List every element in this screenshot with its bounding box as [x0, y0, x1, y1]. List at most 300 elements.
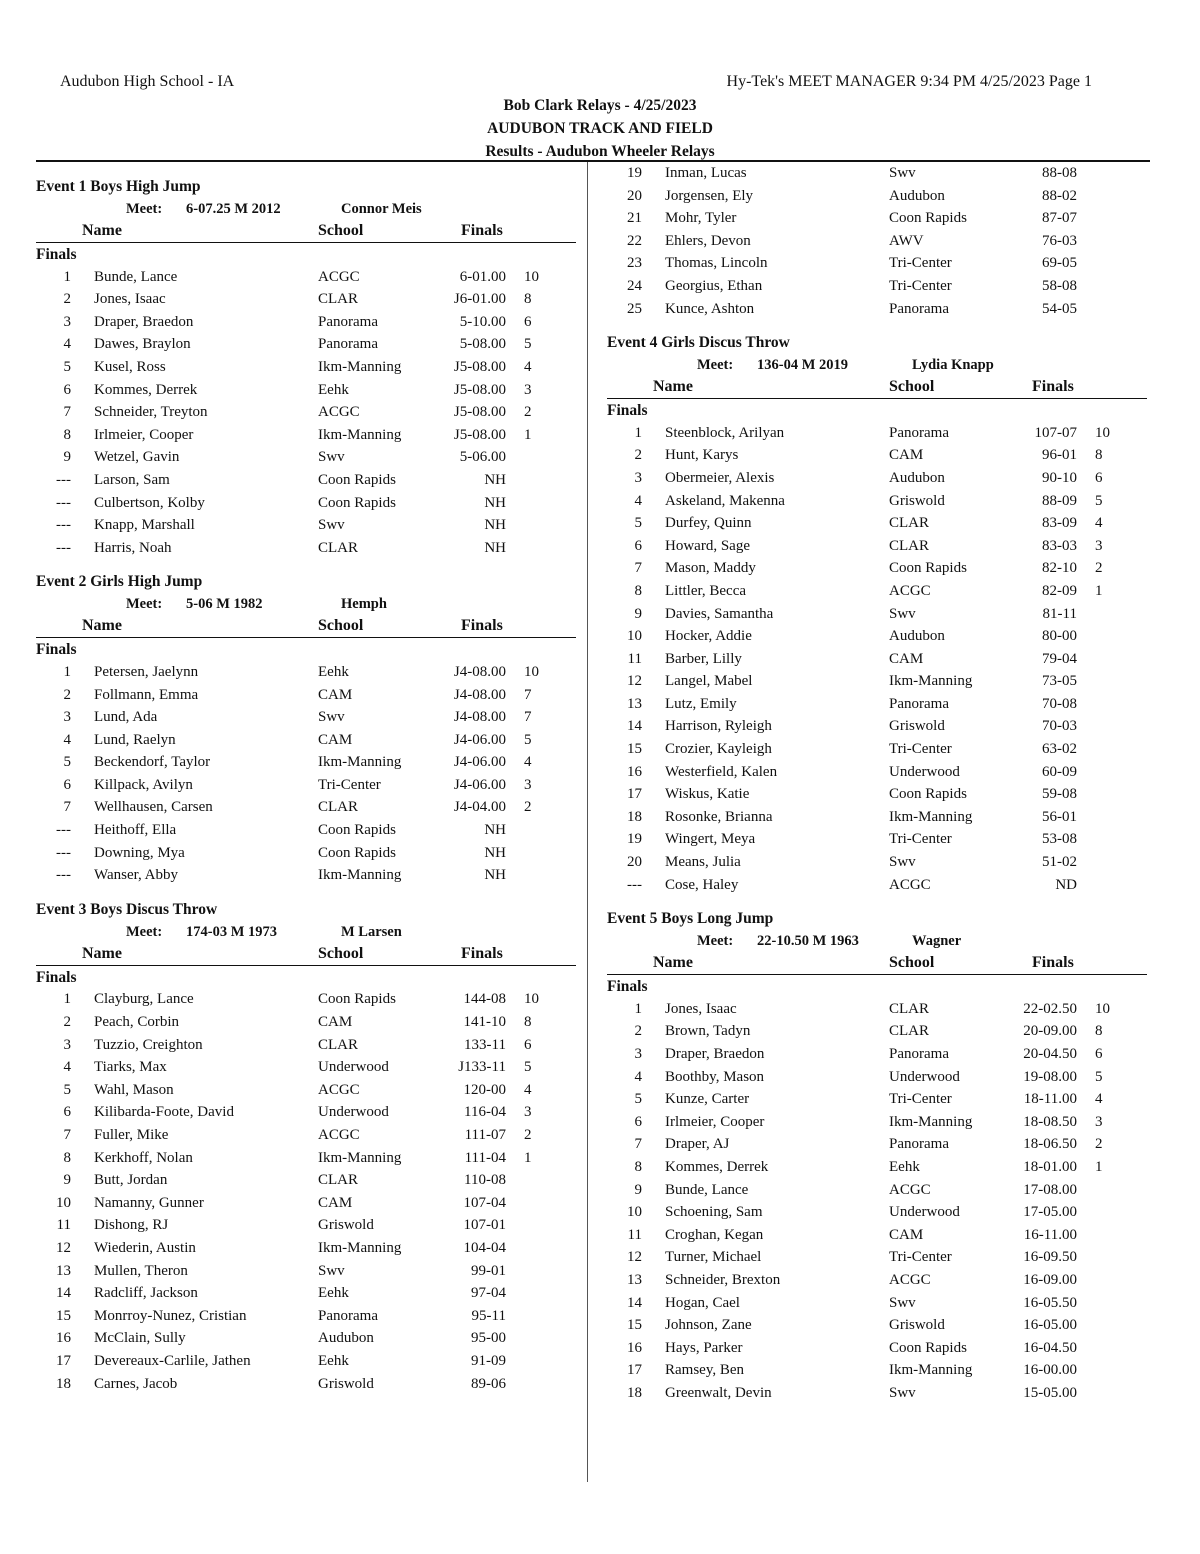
- points: 6: [524, 1036, 532, 1053]
- athlete-name: Butt, Jordan: [94, 1172, 168, 1189]
- athlete-school: AWV: [889, 232, 924, 249]
- place: 8: [634, 582, 642, 599]
- athlete-school: Griswold: [318, 1217, 374, 1234]
- place: 11: [627, 650, 642, 667]
- final-mark: 16-05.00: [1023, 1317, 1077, 1334]
- result-row: [607, 603, 1147, 626]
- place: ---: [56, 539, 71, 556]
- result-row: [607, 715, 1147, 738]
- athlete-school: ACGC: [889, 1181, 931, 1198]
- athlete-name: Mohr, Tyler: [665, 210, 737, 227]
- place: 25: [627, 300, 642, 317]
- right-column: [607, 162, 1147, 1405]
- place: 15: [627, 1317, 642, 1334]
- points: 1: [1095, 582, 1103, 599]
- athlete-name: Means, Julia: [665, 854, 741, 871]
- place: 12: [56, 1239, 71, 1256]
- athlete-school: ACGC: [318, 1127, 360, 1143]
- final-mark: 110-08: [464, 1172, 506, 1189]
- athlete-school: Audubon: [889, 187, 945, 204]
- result-row: [607, 580, 1147, 603]
- place: 8: [634, 1158, 642, 1175]
- result-row: [607, 1246, 1147, 1269]
- finals-label: Finals: [36, 246, 77, 263]
- athlete-school: CAM: [318, 1194, 353, 1211]
- athlete-name: Larson, Sam: [94, 471, 170, 488]
- place: 15: [56, 1307, 71, 1324]
- final-mark: J133-11: [458, 1059, 506, 1076]
- column-header: [607, 952, 1147, 975]
- athlete-name: Hunt, Karys: [665, 447, 739, 464]
- result-row: [36, 819, 576, 842]
- result-row: [36, 1373, 576, 1396]
- result-row: [36, 356, 576, 379]
- athlete-school: CLAR: [318, 1036, 359, 1053]
- event-title: Event 4 Girls Discus Throw: [607, 334, 790, 352]
- athlete-school: Coon Rapids: [889, 210, 967, 227]
- place: 16: [627, 1339, 642, 1356]
- athlete-school: Underwood: [318, 1104, 389, 1121]
- record-holder: Wagner: [912, 933, 962, 950]
- athlete-name: Fuller, Mike: [94, 1127, 169, 1143]
- athlete-school: ACGC: [318, 404, 360, 421]
- final-mark: 5-10.00: [459, 313, 506, 330]
- place: ---: [56, 844, 71, 861]
- points: 4: [1095, 1091, 1103, 1108]
- result-row: [607, 648, 1147, 671]
- athlete-name: Wahl, Mason: [94, 1081, 174, 1098]
- athlete-name: Mullen, Theron: [94, 1262, 188, 1279]
- final-mark: 83-03: [1042, 537, 1077, 554]
- meet-label: Meet:: [126, 201, 163, 217]
- athlete-name: Killpack, Avilyn: [94, 776, 193, 793]
- athlete-school: Swv: [889, 1294, 916, 1311]
- result-row: [607, 1337, 1147, 1360]
- athlete-name: Crozier, Kayleigh: [665, 741, 772, 758]
- meet-record: 6-07.25 M 2012: [186, 201, 281, 217]
- athlete-name: Jones, Isaac: [665, 1000, 737, 1017]
- athlete-school: Tri-Center: [889, 277, 952, 294]
- athlete-name: Mason, Maddy: [665, 560, 756, 577]
- final-mark: 144-08: [463, 991, 506, 1008]
- result-row: [607, 1382, 1147, 1405]
- result-row: [36, 401, 576, 424]
- athlete-name: Jorgensen, Ely: [665, 187, 754, 204]
- event-3: [36, 899, 576, 1395]
- result-row: [607, 1156, 1147, 1179]
- result-row: [36, 1260, 576, 1283]
- athlete-name: Beckendorf, Taylor: [94, 754, 211, 771]
- result-row: [36, 1305, 576, 1328]
- athlete-name: Clayburg, Lance: [94, 991, 194, 1008]
- place: 6: [63, 776, 71, 793]
- name-header: Name: [82, 617, 122, 635]
- final-mark: 54-05: [1042, 300, 1077, 317]
- meet-record-line: [607, 930, 1147, 952]
- athlete-school: Audubon: [889, 469, 945, 486]
- final-mark: 56-01: [1042, 808, 1077, 825]
- result-row: [607, 761, 1147, 784]
- athlete-name: Askeland, Makenna: [665, 492, 785, 509]
- athlete-name: Downing, Mya: [94, 844, 185, 861]
- athlete-school: Panorama: [889, 424, 949, 441]
- athlete-school: Panorama: [889, 695, 949, 712]
- final-mark: J6-01.00: [453, 291, 506, 308]
- athlete-name: Thomas, Lincoln: [665, 255, 768, 272]
- athlete-name: Namanny, Gunner: [94, 1194, 204, 1211]
- athlete-name: Inman, Lucas: [665, 165, 747, 181]
- place: 4: [634, 492, 642, 509]
- result-row: [607, 1224, 1147, 1247]
- place: 5: [63, 358, 71, 375]
- place: 9: [63, 1172, 71, 1189]
- athlete-school: Swv: [318, 709, 345, 726]
- place: 19: [627, 165, 642, 181]
- column-divider: [587, 162, 588, 1482]
- points: 5: [1095, 492, 1103, 509]
- record-holder: M Larsen: [341, 923, 402, 940]
- meet-label: Meet:: [697, 357, 734, 374]
- place: 18: [56, 1375, 71, 1392]
- athlete-school: CAM: [318, 686, 353, 703]
- athlete-name: Westerfield, Kalen: [665, 763, 778, 780]
- place: 9: [634, 605, 642, 622]
- event-4: [607, 332, 1147, 896]
- athlete-school: CAM: [318, 1014, 353, 1031]
- athlete-school: CLAR: [318, 799, 359, 816]
- result-row: [36, 1079, 576, 1102]
- place: 5: [63, 1081, 71, 1098]
- final-mark: 20-09.00: [1023, 1023, 1077, 1040]
- result-row: [36, 684, 576, 707]
- place: 12: [627, 1249, 642, 1266]
- final-mark: J4-08.00: [453, 686, 506, 703]
- result-row: [36, 796, 576, 819]
- athlete-name: Knapp, Marshall: [94, 517, 195, 534]
- result-row: [36, 1011, 576, 1034]
- place: 7: [63, 799, 71, 816]
- athlete-name: Peach, Corbin: [94, 1014, 179, 1031]
- athlete-school: CLAR: [318, 1172, 359, 1189]
- place: 4: [63, 1059, 71, 1076]
- athlete-name: Kommes, Derrek: [665, 1158, 769, 1175]
- athlete-name: Bunde, Lance: [94, 268, 178, 285]
- athlete-name: Lutz, Emily: [665, 695, 737, 712]
- points: 3: [524, 381, 532, 398]
- place: ---: [627, 876, 642, 893]
- result-row: [36, 1169, 576, 1192]
- result-row: [36, 424, 576, 447]
- athlete-name: Petersen, Jaelynn: [94, 663, 199, 680]
- place: 4: [634, 1068, 642, 1085]
- athlete-school: Eehk: [889, 1158, 920, 1175]
- place: ---: [56, 517, 71, 534]
- event-title: Event 3 Boys Discus Throw: [36, 900, 218, 918]
- result-row: [36, 864, 576, 887]
- result-row: [607, 783, 1147, 806]
- place: 12: [627, 673, 642, 690]
- place: 7: [634, 1136, 642, 1153]
- place: 8: [63, 426, 71, 443]
- athlete-name: Croghan, Kegan: [665, 1226, 764, 1243]
- result-row: [607, 252, 1147, 275]
- final-mark: 88-09: [1042, 492, 1077, 509]
- athlete-school: Panorama: [889, 300, 949, 317]
- athlete-name: Irlmeier, Cooper: [94, 426, 194, 443]
- athlete-school: Swv: [318, 517, 345, 534]
- points: 4: [524, 754, 532, 771]
- finals-header: Finals: [461, 222, 503, 239]
- place: 4: [63, 731, 71, 748]
- meet-label: Meet:: [126, 596, 163, 613]
- athlete-school: Ikm-Manning: [318, 1149, 402, 1166]
- final-mark: 120-00: [463, 1081, 506, 1098]
- athlete-school: Coon Rapids: [889, 1339, 967, 1356]
- points: 10: [524, 663, 539, 680]
- finals-label: Finals: [36, 968, 77, 986]
- meet-record: 174-03 M 1973: [186, 923, 278, 940]
- place: 1: [63, 268, 71, 285]
- result-row: [607, 625, 1147, 648]
- athlete-name: Follmann, Emma: [94, 686, 199, 703]
- meet-record: 5-06 M 1982: [186, 596, 263, 613]
- result-row: [607, 1020, 1147, 1043]
- athlete-school: Ikm-Manning: [318, 1239, 402, 1256]
- place: 1: [63, 991, 71, 1008]
- place: 16: [627, 763, 642, 780]
- athlete-name: Schoening, Sam: [665, 1204, 763, 1221]
- record-holder: Lydia Knapp: [912, 357, 994, 374]
- points: 4: [1095, 515, 1103, 532]
- place: 13: [627, 1271, 642, 1288]
- school-header: School: [318, 944, 364, 962]
- event-title: Event 2 Girls High Jump: [36, 573, 203, 591]
- points: 5: [524, 336, 532, 353]
- athlete-school: Panorama: [318, 313, 378, 330]
- final-mark: 88-08: [1042, 165, 1077, 181]
- athlete-school: Panorama: [889, 1136, 949, 1153]
- athlete-name: Davies, Samantha: [665, 605, 774, 622]
- meet-record-line: [36, 593, 576, 615]
- final-mark: 59-08: [1042, 786, 1077, 803]
- final-mark: 70-08: [1042, 695, 1077, 712]
- place: 3: [634, 1046, 642, 1062]
- final-mark: 99-01: [471, 1262, 506, 1279]
- athlete-school: CAM: [318, 731, 353, 748]
- place: 7: [63, 1127, 71, 1143]
- result-row: [607, 298, 1147, 321]
- final-mark: J4-04.00: [453, 799, 506, 816]
- result-row: [607, 1359, 1147, 1382]
- result-row: [607, 851, 1147, 874]
- athlete-name: Heithoff, Ella: [94, 822, 177, 839]
- athlete-name: Devereaux-Carlile, Jathen: [94, 1352, 251, 1369]
- final-mark: 53-08: [1042, 831, 1077, 848]
- athlete-school: CLAR: [889, 1000, 930, 1017]
- final-mark: 22-02.50: [1023, 1000, 1077, 1017]
- result-row: [36, 469, 576, 492]
- points: 7: [524, 686, 532, 703]
- result-row: [607, 693, 1147, 716]
- athlete-school: CLAR: [889, 515, 930, 532]
- athlete-school: Audubon: [889, 628, 945, 645]
- points: 1: [1095, 1158, 1103, 1175]
- athlete-school: Underwood: [318, 1059, 389, 1076]
- points: 1: [524, 1149, 532, 1166]
- event-title: Event 5 Boys Long Jump: [607, 910, 774, 928]
- result-row: [607, 874, 1147, 897]
- place: 15: [627, 741, 642, 758]
- meet-record-line: [607, 354, 1147, 376]
- athlete-name: Wiederin, Austin: [94, 1239, 196, 1256]
- record-holder: Hemph: [341, 596, 387, 613]
- athlete-name: Schneider, Treyton: [94, 404, 208, 421]
- result-row: [36, 661, 576, 684]
- points: 7: [524, 709, 532, 726]
- athlete-name: Turner, Michael: [665, 1249, 762, 1266]
- final-mark: 116-04: [464, 1104, 506, 1121]
- result-row: [607, 422, 1147, 445]
- athlete-school: Underwood: [889, 763, 960, 780]
- software-info: Hy-Tek's MEET MANAGER 9:34 PM 4/25/2023 Page 1: [726, 73, 1092, 90]
- points: 5: [1095, 1068, 1103, 1085]
- final-mark: 73-05: [1042, 673, 1077, 690]
- final-mark: 6-01.00: [459, 268, 506, 285]
- athlete-school: CLAR: [318, 291, 359, 308]
- result-row: [607, 162, 1147, 185]
- result-row: [36, 266, 576, 289]
- athlete-school: Swv: [318, 1262, 345, 1279]
- result-row: [607, 185, 1147, 208]
- result-row: [607, 230, 1147, 253]
- points: 3: [524, 1104, 532, 1121]
- athlete-name: Harris, Noah: [94, 539, 172, 556]
- final-mark: NH: [484, 471, 506, 488]
- final-mark: 5-06.00: [459, 449, 506, 466]
- final-mark: NH: [484, 867, 506, 884]
- final-mark: 16-09.00: [1023, 1271, 1077, 1288]
- final-mark: 111-04: [464, 1149, 506, 1166]
- points: 6: [524, 313, 532, 330]
- athlete-school: Swv: [889, 165, 916, 181]
- athlete-name: Kunze, Carter: [665, 1091, 750, 1108]
- result-row: [36, 706, 576, 729]
- place: 16: [56, 1330, 71, 1347]
- record-holder: Connor Meis: [341, 201, 422, 217]
- athlete-school: CLAR: [318, 539, 359, 556]
- athlete-name: Wingert, Meya: [665, 831, 756, 848]
- athlete-name: Wetzel, Gavin: [94, 449, 180, 466]
- result-row: [607, 1314, 1147, 1337]
- meet-title: Bob Clark Relays - 4/25/2023: [503, 97, 697, 114]
- meet-label: Meet:: [697, 933, 734, 950]
- event-1: [36, 176, 576, 559]
- final-mark: 79-04: [1042, 650, 1077, 667]
- final-mark: J5-08.00: [453, 358, 506, 375]
- athlete-school: Coon Rapids: [318, 822, 396, 839]
- finals-label: Finals: [607, 402, 648, 420]
- left-column: [36, 162, 576, 1395]
- place: 1: [634, 1000, 642, 1017]
- athlete-name: Wanser, Abby: [94, 867, 179, 884]
- athlete-name: Radcliff, Jackson: [94, 1285, 198, 1302]
- final-mark: 133-11: [464, 1036, 506, 1053]
- column-header: [607, 376, 1147, 399]
- result-row: [607, 1043, 1147, 1066]
- finals-label: Finals: [36, 641, 77, 659]
- place: 19: [627, 831, 642, 848]
- athlete-name: Draper, Braedon: [94, 313, 194, 330]
- athlete-school: Underwood: [889, 1204, 960, 1221]
- result-row: [607, 1133, 1147, 1156]
- athlete-school: Swv: [318, 449, 345, 466]
- result-row: [36, 379, 576, 402]
- athlete-school: Eehk: [318, 663, 349, 680]
- athlete-name: Kommes, Derrek: [94, 381, 198, 398]
- athlete-school: Griswold: [889, 718, 945, 735]
- result-row: [36, 774, 576, 797]
- athlete-school: Ikm-Manning: [889, 1113, 973, 1130]
- final-mark: 16-11.00: [1023, 1226, 1077, 1243]
- result-row: [36, 1350, 576, 1373]
- athlete-name: Littler, Becca: [665, 582, 747, 599]
- final-mark: NH: [484, 822, 506, 839]
- athlete-name: Lund, Ada: [94, 709, 158, 726]
- column-header: [36, 615, 576, 638]
- final-mark: 15-05.00: [1023, 1384, 1077, 1401]
- final-mark: 90-10: [1042, 469, 1077, 486]
- place: ---: [56, 471, 71, 488]
- final-mark: 18-06.50: [1023, 1136, 1077, 1153]
- athlete-name: Hogan, Cael: [665, 1294, 740, 1311]
- athlete-school: Audubon: [318, 1330, 374, 1347]
- final-mark: 82-09: [1042, 582, 1077, 599]
- place: 2: [634, 447, 642, 464]
- result-row: [607, 670, 1147, 693]
- final-mark: 58-08: [1042, 277, 1077, 294]
- result-row: [36, 1101, 576, 1124]
- final-mark: 111-07: [464, 1127, 506, 1143]
- place: 2: [63, 291, 71, 308]
- result-row: [36, 1214, 576, 1237]
- athlete-name: Draper, Braedon: [665, 1046, 765, 1062]
- athlete-name: Wellhausen, Carsen: [94, 799, 213, 816]
- points: 10: [1095, 1000, 1110, 1017]
- final-mark: 18-11.00: [1023, 1091, 1077, 1108]
- place: 17: [56, 1352, 71, 1369]
- result-row: [36, 1192, 576, 1215]
- result-row: [36, 288, 576, 311]
- athlete-name: Schneider, Brexton: [665, 1271, 781, 1288]
- school-header: School: [889, 954, 935, 972]
- final-mark: 5-08.00: [459, 336, 506, 353]
- result-row: [607, 444, 1147, 467]
- athlete-name: Boothby, Mason: [665, 1068, 765, 1085]
- points: 8: [1095, 447, 1103, 464]
- result-row: [36, 988, 576, 1011]
- final-mark: NH: [484, 844, 506, 861]
- athlete-school: ACGC: [889, 876, 931, 893]
- place: 3: [63, 709, 71, 726]
- place: 11: [627, 1226, 642, 1243]
- athlete-name: Kerkhoff, Nolan: [94, 1149, 193, 1166]
- athlete-school: CLAR: [889, 537, 930, 554]
- final-mark: 82-10: [1042, 560, 1077, 577]
- place: ---: [56, 494, 71, 511]
- points: 2: [524, 1127, 532, 1143]
- final-mark: 19-08.00: [1023, 1068, 1077, 1085]
- place: 17: [627, 786, 642, 803]
